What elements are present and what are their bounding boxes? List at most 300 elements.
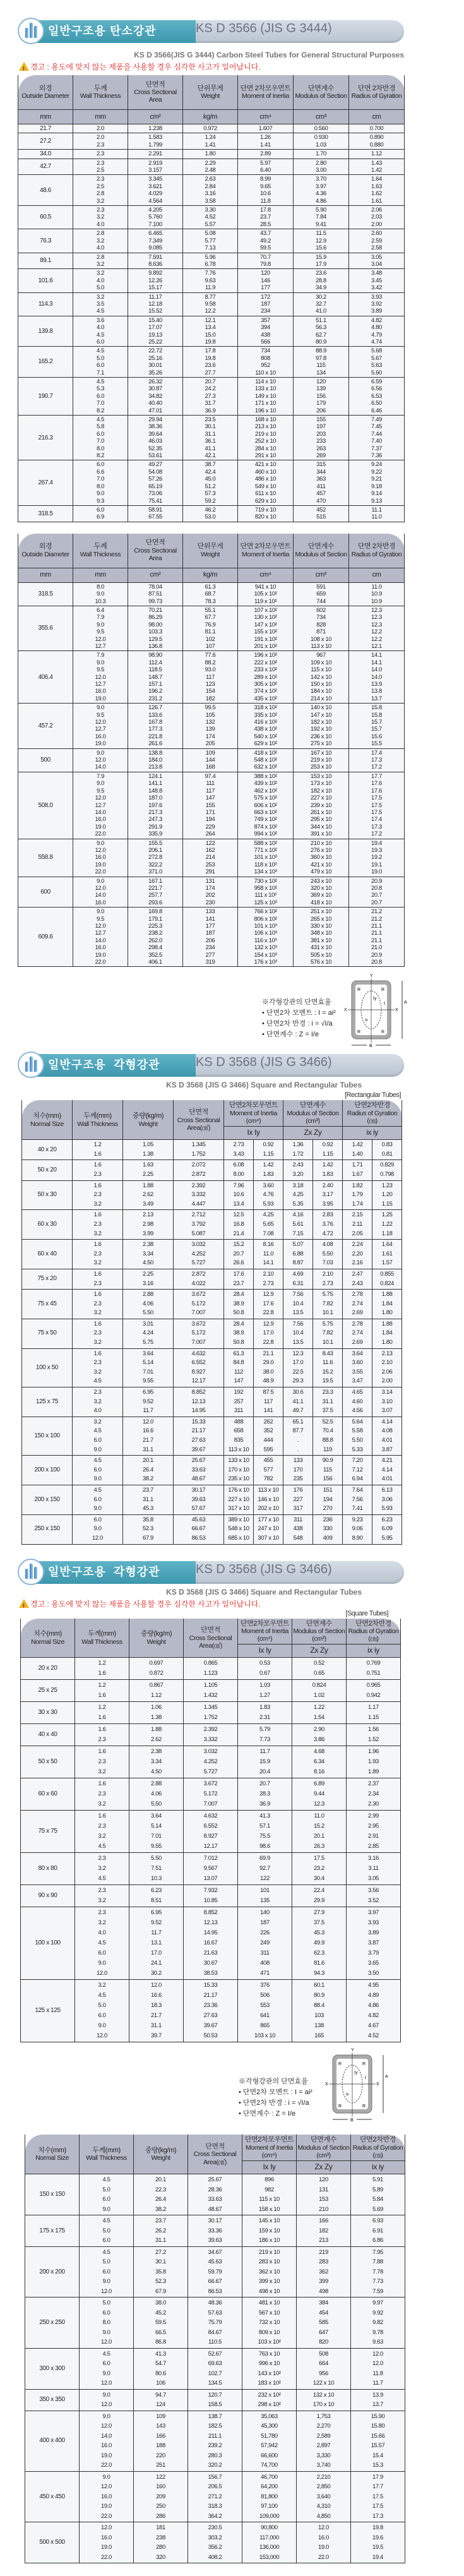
value: 2.99 bbox=[368, 1812, 379, 1820]
value: 7.36 bbox=[371, 452, 382, 460]
value: 7.56 bbox=[292, 1320, 304, 1327]
value: 4.5 bbox=[93, 1427, 102, 1435]
value: 7.51 bbox=[151, 1865, 162, 1872]
column-unit: mm bbox=[73, 110, 128, 124]
value-cell bbox=[238, 229, 294, 253]
value: 4.36 bbox=[316, 190, 326, 198]
value: 3.64 bbox=[143, 1350, 153, 1357]
value-cell bbox=[73, 460, 128, 505]
value: 1.238 bbox=[148, 125, 162, 132]
table-row-group bbox=[22, 1210, 402, 1240]
value: 9.0 bbox=[96, 839, 104, 847]
value: 1.41 bbox=[260, 141, 271, 148]
value: 7.0 bbox=[96, 438, 104, 445]
value-cell bbox=[349, 704, 405, 748]
column-header bbox=[183, 75, 238, 110]
value-cell bbox=[238, 772, 294, 839]
value: 505 x 10 bbox=[310, 951, 332, 959]
value-cell bbox=[238, 175, 294, 206]
value: 14.1 bbox=[371, 659, 382, 666]
size-cell: 125 x 125 bbox=[21, 1980, 75, 2042]
value: 7.40 bbox=[371, 438, 382, 445]
table-row-group bbox=[18, 292, 405, 316]
value-cell bbox=[372, 1160, 402, 1180]
value: 21.4 bbox=[233, 1230, 244, 1237]
value: 156 bbox=[316, 392, 326, 400]
column-header-en: Normal Size bbox=[31, 1638, 64, 1646]
value-cell bbox=[184, 1702, 238, 1724]
value: 782 bbox=[263, 1475, 273, 1483]
value: 4.65 bbox=[352, 1389, 363, 1396]
value: 261 x 10 bbox=[310, 808, 332, 816]
value: 486 x 10 bbox=[254, 476, 277, 483]
value: 17.9 bbox=[372, 2473, 383, 2481]
value: 488 bbox=[234, 1418, 244, 1425]
size-cell: 457.2 bbox=[18, 704, 73, 748]
value: 462 x 10² bbox=[254, 787, 277, 794]
value: 187.0 bbox=[148, 794, 162, 802]
value: 225.3 bbox=[148, 923, 162, 930]
value: 4.52 bbox=[368, 2032, 379, 2040]
value: 6.0 bbox=[96, 506, 104, 513]
value: 150 x 10 bbox=[310, 681, 332, 688]
value: 21.1 bbox=[371, 937, 382, 944]
size-cell: 150 x 100 bbox=[22, 1417, 73, 1455]
section-subtitle: KS D 3566(JIS G 3444) Carbon Steel Tubes for General Structural Purposes bbox=[134, 51, 404, 59]
value: 12.0 bbox=[101, 2483, 112, 2491]
value-cell bbox=[73, 206, 128, 229]
value: 252 x 10 bbox=[254, 438, 277, 445]
value: 12.0 bbox=[95, 884, 106, 892]
value: 4.5 bbox=[102, 2217, 110, 2225]
value: 117 bbox=[206, 787, 215, 794]
value-cell bbox=[313, 1140, 343, 1160]
value: 9.06 bbox=[352, 1525, 363, 1533]
value-cell bbox=[75, 1702, 129, 1724]
square-tube-table-1 bbox=[20, 1619, 401, 2043]
value: 9.22 bbox=[371, 468, 382, 476]
value: 548 x 10² bbox=[254, 757, 277, 764]
value: 362 x 10 bbox=[258, 2268, 280, 2275]
value: 151 bbox=[323, 1486, 333, 1494]
size-cell: 89.1 bbox=[18, 253, 73, 269]
column-header-en: Normal Size bbox=[30, 1120, 64, 1128]
value-cell bbox=[349, 159, 405, 175]
value: 3.792 bbox=[191, 1220, 206, 1228]
value: 113 x 10 bbox=[228, 1446, 249, 1453]
value-cell bbox=[80, 2389, 134, 2411]
value: 9.567 bbox=[203, 1865, 218, 1872]
value: 606 x 10² bbox=[254, 801, 277, 809]
value: 15.90 bbox=[371, 2412, 385, 2420]
value: 133 x 10 bbox=[254, 385, 277, 393]
value-cell bbox=[238, 1658, 292, 1680]
value: 439 x 10² bbox=[254, 780, 277, 788]
value-cell bbox=[343, 1180, 372, 1210]
value: 5.0 bbox=[102, 2186, 110, 2193]
value: 320.2 bbox=[208, 2462, 222, 2469]
value: 416 x 10² bbox=[254, 719, 277, 726]
value: 75.41 bbox=[148, 497, 162, 505]
value: 820 bbox=[319, 2339, 328, 2346]
value-cell bbox=[238, 908, 294, 967]
value: 20.4 bbox=[259, 1768, 270, 1776]
value-cell bbox=[75, 1658, 129, 1680]
value: 35.8 bbox=[155, 2268, 166, 2275]
value: 21.7 bbox=[151, 2012, 162, 2020]
value: 2.3 bbox=[93, 1220, 102, 1228]
value: 140 bbox=[260, 1909, 270, 1917]
value-cell bbox=[294, 316, 349, 347]
value: 1.607 bbox=[258, 125, 273, 132]
value: 1.345 bbox=[191, 1141, 206, 1149]
value-cell bbox=[188, 2174, 242, 2215]
table-row-group bbox=[22, 1290, 402, 1319]
value: 9.82 bbox=[372, 2319, 383, 2327]
value: 2.10 bbox=[381, 1359, 393, 1367]
value-cell bbox=[224, 1319, 254, 1348]
value-cell bbox=[183, 416, 238, 460]
value: 6.0 bbox=[96, 362, 104, 369]
value: 129.5 bbox=[148, 635, 162, 643]
value: 0.798 bbox=[380, 1170, 394, 1178]
value-cell bbox=[297, 2215, 351, 2247]
value: 48.36 bbox=[208, 2299, 222, 2307]
value-cell bbox=[73, 839, 128, 877]
value: 3.64 bbox=[352, 1350, 363, 1357]
value: 16.0 bbox=[95, 899, 106, 906]
value: 57.67 bbox=[191, 1505, 206, 1513]
value: 9.21 bbox=[371, 476, 382, 483]
value: 106 x 10³ bbox=[254, 930, 277, 937]
value: 124.1 bbox=[148, 772, 162, 780]
value: 952 bbox=[261, 362, 270, 369]
value: 134 bbox=[316, 369, 326, 376]
size-cell: 318.5 bbox=[18, 505, 73, 522]
value: 80.6 bbox=[155, 2369, 166, 2377]
value: 6.23 bbox=[151, 1887, 162, 1895]
value: 8.00 bbox=[233, 1170, 244, 1178]
value: 3.2 bbox=[93, 1418, 102, 1425]
value: 0.81 bbox=[381, 1150, 393, 1158]
value: 238.2 bbox=[148, 930, 162, 937]
value: 19.0 bbox=[371, 868, 382, 876]
value-cell bbox=[129, 1980, 184, 2042]
value: 13.07 bbox=[203, 1875, 218, 1883]
value: 53.0 bbox=[205, 513, 216, 521]
value-cell bbox=[73, 175, 128, 206]
value: 4.08 bbox=[322, 1241, 333, 1249]
value: 298.4 bbox=[148, 944, 162, 952]
value: 118 x 10³ bbox=[254, 861, 277, 868]
value-cell bbox=[128, 416, 183, 460]
value: 8.16 bbox=[263, 1241, 274, 1249]
value: 3.76 bbox=[322, 1220, 333, 1228]
size-cell: 139.8 bbox=[18, 316, 73, 347]
label-b: B bbox=[350, 2118, 354, 2123]
value: 3.672 bbox=[191, 1320, 206, 1327]
value: 9.5 bbox=[96, 666, 104, 674]
value: 24.1 bbox=[151, 1960, 162, 1967]
value: 26.4 bbox=[143, 1466, 153, 1473]
value: 5.172 bbox=[191, 1329, 206, 1337]
value-cell bbox=[254, 1160, 283, 1180]
value: 1.80 bbox=[381, 1339, 393, 1346]
value: 6.0 bbox=[102, 2196, 110, 2203]
value-cell bbox=[372, 1514, 402, 1544]
value: 8.16 bbox=[314, 1768, 324, 1776]
value: 4.5 bbox=[102, 2248, 110, 2256]
value: 177 bbox=[205, 923, 215, 930]
value: 1.63 bbox=[143, 1161, 153, 1169]
value: 118.5 bbox=[148, 666, 162, 674]
value-cell bbox=[224, 1160, 254, 1180]
value: 17.5 bbox=[314, 1855, 324, 1862]
value-cell bbox=[349, 150, 405, 159]
value-cell bbox=[183, 651, 238, 704]
column-header-ko: 단면2차반경 bbox=[354, 1101, 390, 1110]
value: 141.1 bbox=[148, 780, 162, 788]
value: 585 bbox=[319, 2319, 328, 2327]
value-cell bbox=[351, 2411, 405, 2471]
value: 3.2 bbox=[98, 1800, 106, 1808]
value: 320 bbox=[156, 2553, 165, 2561]
value: 12.0 bbox=[101, 2423, 112, 2430]
value: 26.2 bbox=[155, 2227, 166, 2234]
value-cell bbox=[351, 2348, 405, 2389]
value: 38.36 bbox=[148, 423, 162, 431]
value: 982 bbox=[265, 2186, 274, 2193]
value-cell bbox=[349, 877, 405, 908]
value-cell bbox=[224, 1290, 254, 1319]
size-cell: 101.6 bbox=[18, 269, 73, 292]
value: 8.2 bbox=[96, 452, 104, 460]
value-cell bbox=[238, 1746, 292, 1778]
column-header-ko: 단면 2차모우먼트 bbox=[240, 542, 291, 551]
label-t: t bbox=[384, 1002, 385, 1007]
value-cell bbox=[183, 269, 238, 292]
value: 2.98 bbox=[143, 1220, 153, 1228]
value: 418 x 10² bbox=[254, 749, 277, 757]
value: 14.0 bbox=[95, 808, 106, 816]
value: 19.0 bbox=[95, 861, 106, 868]
value: 2.03 bbox=[371, 213, 382, 221]
value-cell bbox=[343, 1348, 372, 1387]
value: 8.927 bbox=[191, 1368, 206, 1375]
value: 59.5 bbox=[260, 244, 271, 252]
value: 956 bbox=[319, 2369, 328, 2377]
value: 4.14 bbox=[381, 1466, 393, 1473]
value-cell bbox=[183, 229, 238, 253]
value: 59.5 bbox=[155, 2319, 166, 2327]
value: 6.0 bbox=[102, 2360, 110, 2368]
value: 5.63 bbox=[371, 362, 382, 369]
value: 113 x 10 bbox=[311, 642, 331, 650]
column-header-en: Moment of Inertia (cm⁴) bbox=[241, 1627, 289, 1643]
value: 45.2 bbox=[155, 2309, 166, 2316]
value-cell bbox=[123, 1417, 174, 1455]
value: 10.1 bbox=[322, 1309, 333, 1317]
value: 996 x 10 bbox=[258, 2360, 280, 2368]
value: 958 x 10² bbox=[254, 884, 277, 892]
value: 143 bbox=[156, 2423, 165, 2430]
value: 1.25 bbox=[381, 1211, 393, 1219]
column-header-ko: 치수(mm) bbox=[38, 2146, 66, 2154]
value: 38.7 bbox=[205, 461, 216, 469]
size-cell: 216.3 bbox=[18, 416, 73, 460]
value: 6.56 bbox=[371, 385, 382, 393]
value-cell bbox=[254, 1180, 283, 1210]
value: 3.70 bbox=[316, 176, 326, 183]
value-cell bbox=[294, 582, 349, 606]
column-header-en: Outside Diameter bbox=[21, 551, 69, 558]
value-cell bbox=[283, 1387, 313, 1417]
value: 685 x 10 bbox=[228, 1534, 249, 1542]
value: 32.7 bbox=[316, 300, 326, 308]
value: 105 bbox=[205, 711, 215, 719]
value: 3.672 bbox=[191, 1291, 206, 1298]
value-cell bbox=[351, 2215, 405, 2247]
value: 12.1 bbox=[371, 642, 382, 650]
value: 219 x 10 bbox=[254, 430, 277, 438]
value-cell bbox=[372, 1180, 402, 1210]
value: 865 bbox=[260, 2022, 270, 2030]
value: 828 bbox=[316, 621, 326, 628]
value: 17.5 bbox=[371, 801, 382, 809]
value: 9.55 bbox=[151, 1843, 162, 1850]
value: 16.6 bbox=[143, 1427, 153, 1435]
size-cell: 200 x 150 bbox=[22, 1485, 73, 1514]
value: 19.0 bbox=[95, 951, 106, 959]
value: 222 x 10² bbox=[254, 659, 277, 666]
value: 9.0 bbox=[102, 2391, 110, 2399]
value-cell bbox=[123, 1387, 174, 1417]
value: 70.7 bbox=[260, 253, 271, 261]
value: 5.14 bbox=[143, 1359, 153, 1367]
column-header bbox=[21, 1619, 75, 1658]
column-header-en: Radius of Gyration (㎝) bbox=[347, 1110, 398, 1125]
value: 14.0 bbox=[371, 673, 382, 681]
value: 2.3 bbox=[96, 150, 104, 158]
value: 406.1 bbox=[148, 959, 162, 966]
value-cell bbox=[347, 1724, 401, 1746]
value: 116 x 10³ bbox=[254, 937, 277, 944]
value: 270 bbox=[323, 1505, 333, 1513]
value: 46.2 bbox=[205, 506, 216, 513]
value: 12.0 bbox=[95, 757, 106, 764]
value: 168 x 10 bbox=[254, 416, 277, 424]
value-cell bbox=[174, 1485, 224, 1514]
value: 5.8 bbox=[96, 423, 104, 431]
value: 19.0 bbox=[101, 2544, 112, 2551]
value-cell bbox=[73, 159, 128, 175]
value: 38.2 bbox=[155, 2205, 166, 2213]
value: 4.5 bbox=[96, 347, 104, 355]
column-header-en: Moment of Inertia bbox=[242, 551, 289, 558]
value: 611 x 10 bbox=[255, 490, 276, 498]
value: 0.972 bbox=[203, 125, 217, 132]
value: 2.38 bbox=[143, 1241, 153, 1249]
value: 399 x 10 bbox=[258, 2278, 280, 2285]
value: 3.10 bbox=[381, 1398, 393, 1405]
table-row-group bbox=[21, 1658, 401, 1680]
value: 5.35 bbox=[292, 1200, 304, 1207]
value: 50.8 bbox=[233, 1309, 244, 1317]
value: 4.0 bbox=[96, 324, 104, 332]
value: 6.91 bbox=[372, 2227, 383, 2234]
value: 65.1 bbox=[292, 1418, 304, 1425]
value: 61.3 bbox=[233, 1350, 244, 1357]
value: 227 x 10 bbox=[228, 1495, 249, 1503]
value: 213 x 10 bbox=[254, 423, 277, 431]
value: 19.5 bbox=[372, 2544, 383, 2551]
value: 120 bbox=[261, 270, 270, 277]
value: 4.95 bbox=[368, 1982, 379, 1989]
value: 1.57 bbox=[381, 1259, 393, 1267]
value: 3.34 bbox=[151, 1758, 162, 1766]
size-cell: 60.5 bbox=[18, 206, 73, 229]
value: 12.0 bbox=[143, 1418, 153, 1425]
value: 3.2 bbox=[93, 1309, 102, 1317]
value: 5.0 bbox=[102, 2227, 110, 2234]
value: 61.3 bbox=[205, 583, 216, 590]
value-cell bbox=[183, 347, 238, 378]
value: 45,300 bbox=[261, 2423, 278, 2430]
value: 171 x 10 bbox=[254, 400, 277, 407]
table-row-group bbox=[18, 229, 405, 253]
value: 9.23 bbox=[352, 1516, 363, 1523]
column-header-en: Weight bbox=[151, 2154, 170, 2162]
value-cell bbox=[238, 159, 294, 175]
column-header bbox=[73, 75, 128, 110]
pipe-spec-table-1 bbox=[18, 75, 405, 522]
value: 25.22 bbox=[148, 338, 162, 345]
value: 81.1 bbox=[205, 628, 216, 636]
value: 187 bbox=[261, 300, 270, 308]
size-cell: 125 x 75 bbox=[22, 1387, 73, 1417]
value: 90.9 bbox=[322, 1457, 333, 1465]
value: 9.5 bbox=[96, 915, 104, 923]
value: 5.90 bbox=[316, 207, 326, 214]
value: 4.447 bbox=[191, 1200, 206, 1207]
value: 734 bbox=[316, 614, 326, 621]
value: 567 x 10 bbox=[258, 2309, 280, 2316]
value-cell bbox=[347, 1778, 401, 1811]
value: 167.1 bbox=[148, 877, 162, 885]
value: 17.5 bbox=[372, 2493, 383, 2500]
value: 30.6 bbox=[292, 1389, 304, 1396]
value: 48.9 bbox=[263, 1377, 274, 1385]
value: 16.67 bbox=[203, 1939, 218, 1947]
value: 38.9 bbox=[233, 1300, 244, 1307]
value: 280.3 bbox=[208, 2452, 222, 2459]
value-cell bbox=[128, 704, 183, 748]
value: 62.7 bbox=[316, 331, 326, 338]
value: 251 x 10 bbox=[310, 908, 332, 916]
size-cell: 75 x 45 bbox=[22, 1290, 73, 1319]
value: 8.99 bbox=[260, 176, 271, 183]
value: 272.8 bbox=[148, 854, 162, 861]
value-cell bbox=[183, 292, 238, 316]
value: 12.7 bbox=[95, 642, 106, 650]
value: 20.9 bbox=[371, 877, 382, 885]
value: 94.7 bbox=[155, 2391, 166, 2399]
value-cell bbox=[73, 269, 128, 292]
value: 2.43 bbox=[292, 1161, 304, 1169]
value: 58.91 bbox=[148, 506, 162, 513]
table-row-group bbox=[22, 1269, 402, 1289]
value: 41.1 bbox=[292, 1398, 304, 1405]
